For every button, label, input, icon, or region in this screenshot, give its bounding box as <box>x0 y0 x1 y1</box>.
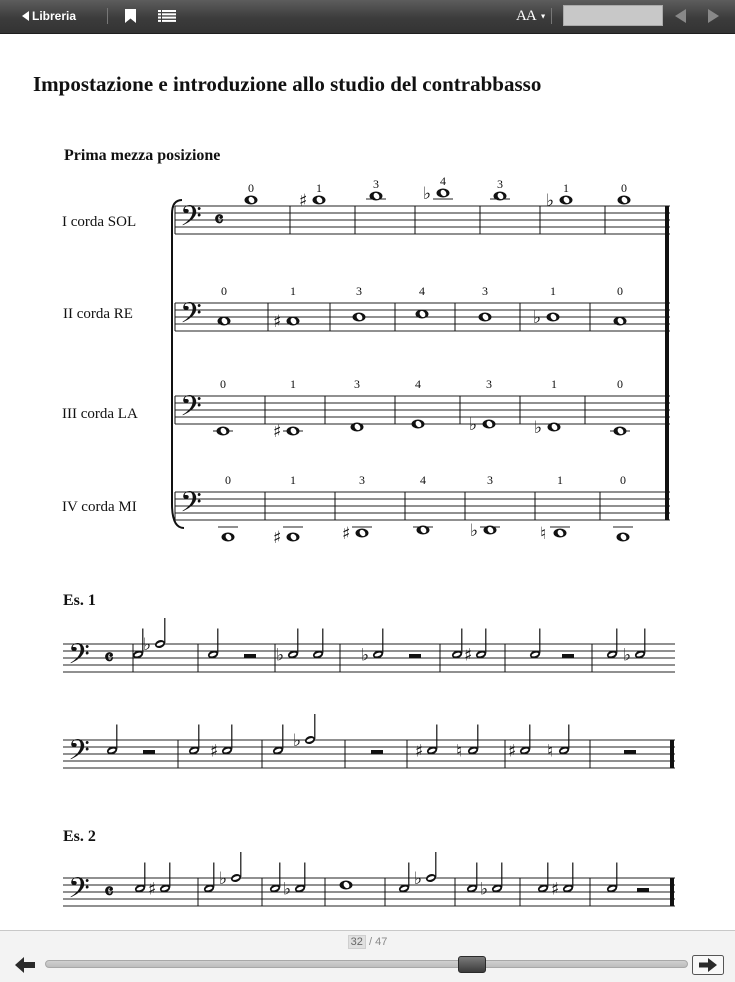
flat-icon: ♭ <box>361 645 370 666</box>
bass-clef-icon: 𝄢 <box>180 297 202 337</box>
exercise-1-label: Es. 1 <box>63 592 96 609</box>
fingering-number: 3 <box>373 177 379 191</box>
book-page <box>0 34 735 930</box>
fingering-number: 1 <box>316 181 322 195</box>
fingering-number: 1 <box>557 473 563 487</box>
fingering-number: 3 <box>486 377 492 391</box>
arrow-left-icon[interactable] <box>14 956 36 974</box>
fingering-number: 0 <box>225 473 231 487</box>
half-rest <box>409 654 421 658</box>
page-title: Impostazione e introduzione allo studio del contrabbasso <box>33 72 542 96</box>
fingering-number: 0 <box>220 377 226 391</box>
search-input[interactable] <box>563 5 663 26</box>
common-time-icon: 𝄴 <box>104 645 114 670</box>
flat-icon: ♭ <box>546 191 555 211</box>
flat-icon: ♭ <box>470 521 479 541</box>
system-brace <box>172 200 184 528</box>
fingering-number: 1 <box>290 473 296 487</box>
library-back-button[interactable] <box>22 6 76 26</box>
half-rest <box>143 750 155 754</box>
flat-icon: ♭ <box>469 415 478 435</box>
bookmark-icon[interactable] <box>125 9 136 23</box>
fingering-number: 0 <box>221 284 227 298</box>
sharp-icon: ♯ <box>415 741 424 762</box>
page-slider-track[interactable] <box>45 960 688 968</box>
fingering-number: 1 <box>551 377 557 391</box>
sharp-icon: ♯ <box>273 422 282 442</box>
page-slider-thumb[interactable] <box>458 956 486 973</box>
flat-icon: ♭ <box>293 731 302 751</box>
sharp-icon: ♯ <box>299 191 308 211</box>
sharp-icon: ♯ <box>210 741 219 762</box>
string-label-3: III corda LA <box>62 406 138 422</box>
flat-icon: ♭ <box>219 869 228 889</box>
bass-clef-icon: 𝄢 <box>180 200 202 240</box>
half-rest <box>371 750 383 754</box>
natural-icon: ♮ <box>456 741 463 762</box>
fingering-number: 0 <box>248 181 254 195</box>
sharp-icon: ♯ <box>273 312 282 332</box>
sharp-icon: ♯ <box>148 879 157 900</box>
bass-clef-icon: 𝄢 <box>180 486 202 526</box>
fingering-number: 1 <box>550 284 556 298</box>
sharp-icon: ♯ <box>342 524 351 544</box>
fingering-number: 4 <box>440 174 446 188</box>
half-rest <box>624 750 636 754</box>
sharp-icon: ♯ <box>551 879 560 900</box>
page-current[interactable]: 32 <box>348 935 366 949</box>
bass-clef-icon: 𝄢 <box>68 638 90 678</box>
flat-icon: ♭ <box>623 645 632 666</box>
triangle-right-icon[interactable] <box>707 9 719 23</box>
flat-icon: ♭ <box>423 184 432 204</box>
bottom-navigation-bar <box>0 930 735 982</box>
music-score <box>0 34 735 930</box>
toolbar-divider <box>551 8 552 24</box>
string-label-2: II corda RE <box>63 306 133 322</box>
fingering-number: 1 <box>290 284 296 298</box>
back-arrow-icon <box>22 11 29 21</box>
page-indicator <box>0 936 735 948</box>
toolbar-divider <box>107 8 108 24</box>
fingering-number: 3 <box>497 177 503 191</box>
fingering-number: 4 <box>415 377 421 391</box>
fingering-number: 0 <box>617 377 623 391</box>
chevron-down-icon: ▼ <box>539 12 547 21</box>
fingering-number: 3 <box>356 284 362 298</box>
half-rest <box>637 888 649 892</box>
flat-icon: ♭ <box>276 645 285 666</box>
bass-clef-icon: 𝄢 <box>68 734 90 774</box>
fingering-number: 3 <box>359 473 365 487</box>
fingering-number: 1 <box>290 377 296 391</box>
natural-icon: ♮ <box>547 741 554 762</box>
fingering-number: 4 <box>419 284 425 298</box>
fingering-number: 3 <box>487 473 493 487</box>
flat-icon: ♭ <box>534 418 543 438</box>
sharp-icon: ♯ <box>273 528 282 548</box>
sharp-icon: ♯ <box>508 741 517 762</box>
half-rest <box>244 654 256 658</box>
bass-clef-icon: 𝄢 <box>68 872 90 912</box>
page-total: / 47 <box>368 936 388 948</box>
fingering-number: 0 <box>617 284 623 298</box>
string-label-4: IV corda MI <box>62 499 137 515</box>
flat-icon: ♭ <box>480 879 489 900</box>
library-label: Libreria <box>32 9 77 23</box>
list-icon[interactable] <box>158 10 176 22</box>
half-rest <box>562 654 574 658</box>
arrow-right-icon[interactable] <box>692 955 724 975</box>
section-title: Prima mezza posizione <box>64 147 221 164</box>
fingering-number: 0 <box>621 181 627 195</box>
sharp-icon: ♯ <box>464 645 473 666</box>
font-size-button[interactable] <box>516 7 547 25</box>
string-label-1: I corda SOL <box>62 214 137 230</box>
fingering-number: 4 <box>420 473 426 487</box>
fingering-number: 3 <box>354 377 360 391</box>
triangle-left-icon[interactable] <box>675 9 687 23</box>
exercise-2-label: Es. 2 <box>63 828 96 845</box>
common-time-icon: 𝄴 <box>104 879 114 904</box>
bass-clef-icon: 𝄢 <box>180 390 202 430</box>
top-toolbar <box>0 0 735 34</box>
common-time-icon: 𝄴 <box>214 207 224 232</box>
fingering-number: 3 <box>482 284 488 298</box>
fingering-number: 0 <box>620 473 626 487</box>
font-size-label: AA <box>516 8 536 24</box>
flat-icon: ♭ <box>143 635 152 655</box>
flat-icon: ♭ <box>533 308 542 328</box>
fingering-number: 1 <box>563 181 569 195</box>
natural-icon: ♮ <box>540 524 547 544</box>
flat-icon: ♭ <box>283 879 292 900</box>
flat-icon: ♭ <box>414 869 423 889</box>
